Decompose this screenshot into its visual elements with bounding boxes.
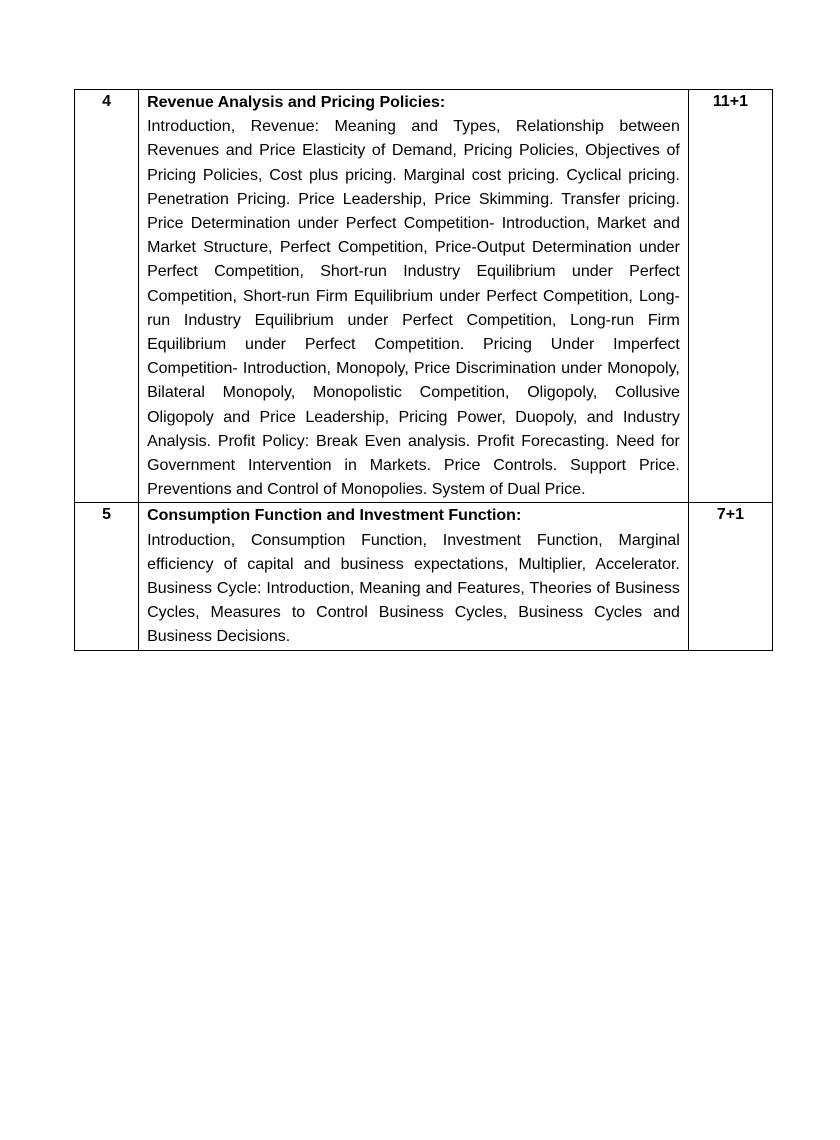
unit-description: Introduction, Consumption Function, Investment Function, Marginal efficiency of capital and business expectations, Multiplier, Accelerator. Business Cycle: Introduction, Meaning and Features, Theories of Business Cycles, Measures to Control Business Cycles, Business Cycles and Business Decisions.: [147, 531, 680, 646]
table-row: [75, 503, 773, 650]
unit-number: 5: [75, 503, 139, 650]
unit-hours: 11+1: [688, 90, 772, 503]
unit-title: Consumption Function and Investment Function:: [147, 507, 522, 525]
table-row: [75, 90, 773, 503]
unit-hours: 7+1: [688, 503, 772, 650]
unit-description: Introduction, Revenue: Meaning and Types, Relationship between Revenues and Price Elasticity of Demand, Pricing Policies, Objectives of Pricing Policies, Cost plus pricing. Marginal cost pricing. Cyclical pricing. Penetration Pricing. Price Leadership, Price Skimming. Transfer pricing. Price Determination under Perfect Competition- Introduction, Market and Market Structure, Perfect Competition, Price-Output Determination under Perfect Competition, Short-run Industry Equilibrium under Perfect Competition, Short-run Firm Equilibrium under Perfect Competition, Long-run Industry Equilibrium under Perfect Competition, Long-run Firm Equilibrium under Perfect Competition. Pricing Under Imperfect Competition- Introduction, Monopoly, Price Discrimination under Monopoly, Bilateral Monopoly, Monopolistic Competition, Oligopoly, Collusive Oligopoly and Price Leadership, Pricing Power, Duopoly, and Industry Analysis. Profit Policy: Break Even analysis. Profit Forecasting. Need for Government Intervention in Markets. Price Controls. Support Price. Preventions and Control of Monopolies. System of Dual Price.: [147, 118, 680, 499]
unit-title: Revenue Analysis and Pricing Policies:: [147, 94, 446, 111]
unit-content: [139, 503, 689, 650]
unit-content: [139, 90, 689, 503]
unit-number: 4: [75, 90, 139, 503]
syllabus-table: [74, 89, 773, 651]
